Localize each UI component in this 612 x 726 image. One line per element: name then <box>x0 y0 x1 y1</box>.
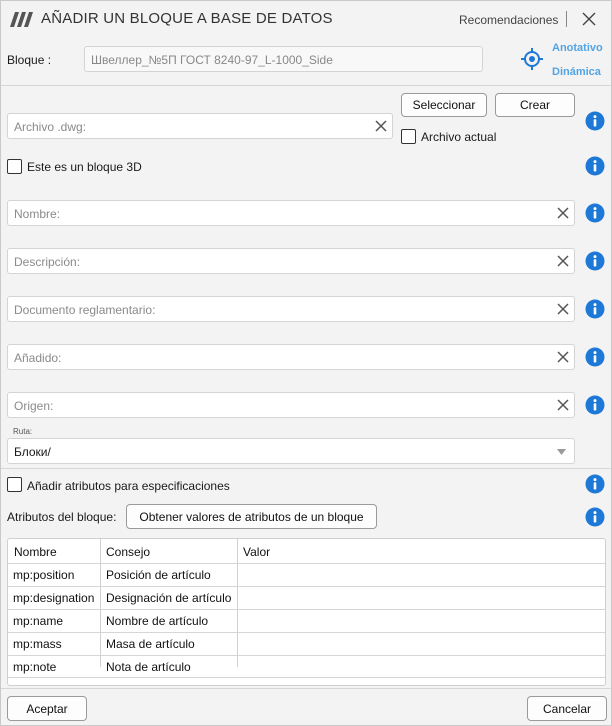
description-placeholder: Descripción: <box>14 255 81 269</box>
route-value: Блоки/ <box>14 445 51 459</box>
clear-icon[interactable] <box>556 350 570 364</box>
table-row[interactable] <box>8 586 605 609</box>
info-icon[interactable] <box>585 395 605 415</box>
attributes-table <box>7 538 606 686</box>
column-header-hint[interactable]: Consejo <box>106 545 151 559</box>
app-logo-icon <box>9 10 35 28</box>
info-icon[interactable] <box>585 507 605 527</box>
description-input[interactable] <box>7 248 575 274</box>
select-button[interactable]: Seleccionar <box>401 93 487 117</box>
create-button[interactable]: Crear <box>495 93 575 117</box>
spec-attributes-checkbox[interactable] <box>7 477 22 492</box>
clear-icon[interactable] <box>556 302 570 316</box>
divider <box>1 468 611 469</box>
clear-icon[interactable] <box>374 119 388 133</box>
block-3d-label: Este es un bloque 3D <box>27 160 142 174</box>
title-bar <box>1 1 611 37</box>
cancel-button[interactable]: Cancelar <box>527 696 607 721</box>
name-placeholder: Nombre: <box>14 207 61 221</box>
close-icon[interactable] <box>579 9 599 29</box>
block-3d-checkbox[interactable] <box>7 159 22 174</box>
info-icon[interactable] <box>585 111 605 131</box>
regulation-placeholder: Documento reglamentario: <box>14 303 156 317</box>
table-row[interactable] <box>8 632 605 655</box>
title-separator <box>566 11 567 27</box>
annotative-label: Anotativo <box>552 42 603 54</box>
cell-name: mp:name <box>13 614 64 628</box>
block-name-value: Швеллер_№5П ГОСТ 8240-97_L-1000_Side <box>91 53 333 67</box>
origin-placeholder: Origen: <box>14 399 54 413</box>
cell-hint: Masa de artículo <box>106 637 195 651</box>
added-placeholder: Añadido: <box>14 351 62 365</box>
divider <box>1 688 611 689</box>
column-header-name[interactable]: Nombre <box>14 545 57 559</box>
accept-button[interactable]: Aceptar <box>7 696 87 721</box>
origin-input[interactable] <box>7 392 575 418</box>
route-select[interactable] <box>7 438 575 464</box>
divider <box>1 85 611 86</box>
clear-icon[interactable] <box>556 206 570 220</box>
get-attributes-button[interactable]: Obtener valores de atributos de un bloque <box>126 504 377 529</box>
block-label: Bloque : <box>7 53 52 67</box>
info-icon[interactable] <box>585 203 605 223</box>
cell-hint: Nota de artículo <box>106 660 191 674</box>
current-file-label: Archivo actual <box>421 130 497 144</box>
cell-name: mp:mass <box>13 637 62 651</box>
info-icon[interactable] <box>585 156 605 176</box>
dropdown-arrow-icon <box>557 449 566 455</box>
clear-icon[interactable] <box>556 254 570 268</box>
dwg-file-placeholder: Archivo .dwg: <box>14 120 87 134</box>
cell-name: mp:designation <box>13 591 95 605</box>
info-icon[interactable] <box>585 347 605 367</box>
clear-icon[interactable] <box>556 398 570 412</box>
current-file-checkbox[interactable] <box>401 129 416 144</box>
block-name-field <box>84 46 483 72</box>
column-header-value[interactable]: Valor <box>243 545 271 559</box>
recommendations-link[interactable]: Recomendaciones <box>459 13 559 27</box>
cell-name: mp:position <box>13 568 75 582</box>
dwg-file-input[interactable] <box>7 113 393 139</box>
info-icon[interactable] <box>585 474 605 494</box>
cell-hint: Nombre de artículo <box>106 614 209 628</box>
cell-name: mp:note <box>13 660 57 674</box>
spec-attributes-label: Añadir atributos para especificaciones <box>27 479 230 493</box>
added-input[interactable] <box>7 344 575 370</box>
block-attributes-label: Atributos del bloque: <box>7 510 117 524</box>
cell-hint: Posición de artículo <box>106 568 211 582</box>
route-label: Ruta: <box>13 427 33 436</box>
window-title: AÑADIR UN BLOQUE A BASE DE DATOS <box>41 10 333 27</box>
info-icon[interactable] <box>585 299 605 319</box>
target-icon[interactable] <box>520 47 544 71</box>
table-row[interactable] <box>8 655 605 678</box>
cell-hint: Designación de artículo <box>106 591 232 605</box>
info-icon[interactable] <box>585 251 605 271</box>
name-input[interactable] <box>7 200 575 226</box>
dynamic-label: Dinámica <box>552 66 601 78</box>
table-row[interactable] <box>8 563 605 586</box>
regulation-document-input[interactable] <box>7 296 575 322</box>
table-row[interactable] <box>8 609 605 632</box>
